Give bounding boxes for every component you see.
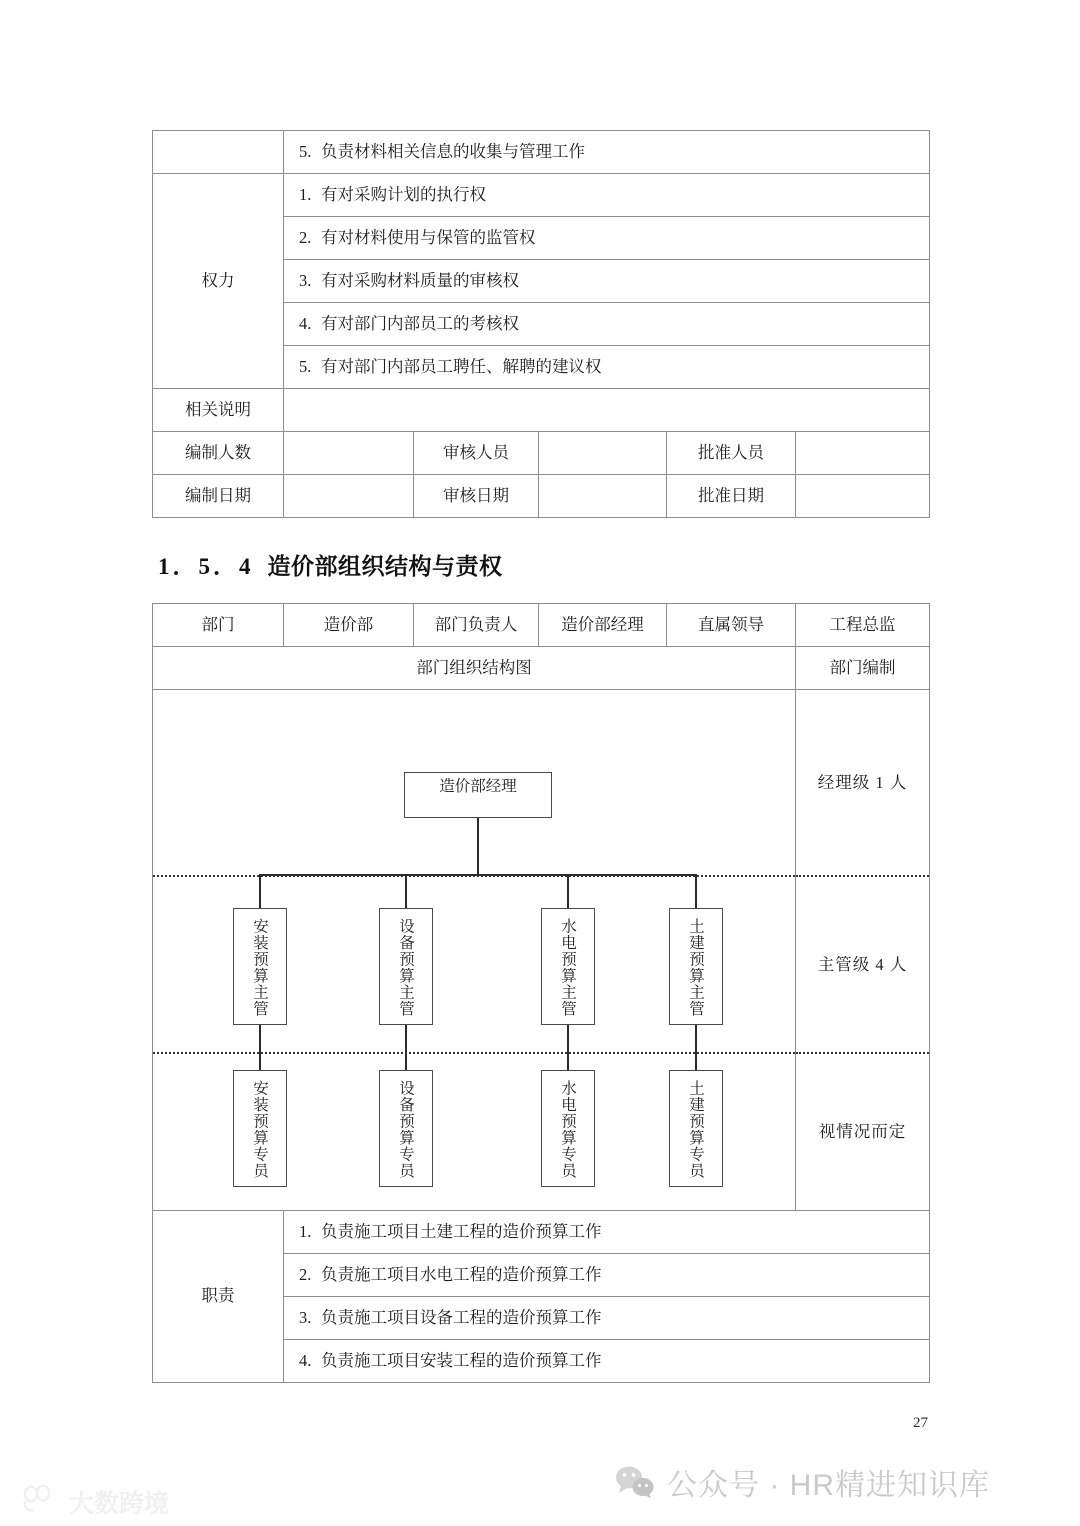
list-text: 有对采购材料质量的审核权 [321, 270, 519, 290]
footer-brand-text: 公众号 · HR精进知识库 [667, 1469, 990, 1502]
list-text: 负责施工项目设备工程的造价预算工作 [321, 1307, 602, 1327]
staffing-cell [796, 690, 930, 1211]
list-text: 有对部门内部员工的考核权 [321, 313, 519, 333]
list-number: 5. [299, 356, 312, 376]
band-separator-supervisor-specialist [153, 1052, 795, 1054]
authority-item-cell [284, 303, 930, 346]
authority-item-cell [284, 346, 930, 389]
authority-item-cell [284, 260, 930, 303]
connector-drop-1 [259, 874, 261, 908]
connector-drop-2 [405, 874, 407, 908]
prepare-date-label: 编制日期 [153, 475, 284, 518]
authority-item-cell [284, 174, 930, 217]
list-text: 有对采购计划的执行权 [321, 184, 486, 204]
org-node-specialist-1: 安装预算专员 [233, 1070, 287, 1187]
list-number: 2. [299, 1264, 312, 1284]
list-number: 4. [299, 313, 312, 333]
prepare-date-value [284, 475, 414, 518]
responsibility-item-cell [284, 131, 930, 174]
table-row [153, 604, 930, 647]
staffing-section-title: 部门编制 [796, 647, 930, 690]
list-text: 负责施工项目水电工程的造价预算工作 [321, 1264, 602, 1284]
connector-link-4 [695, 1025, 697, 1070]
notes-label: 相关说明 [153, 389, 284, 432]
duties-item-cell [284, 1211, 930, 1254]
org-node-supervisor-1: 安装预算主管 [233, 908, 287, 1025]
section-heading [158, 548, 503, 581]
authority-item-cell [284, 217, 930, 260]
dept-label: 部门 [153, 604, 284, 647]
owner-value: 造价部经理 [539, 604, 667, 647]
list-text: 负责材料相关信息的收集与管理工作 [321, 141, 585, 161]
responsibility-label-cell [153, 131, 284, 174]
connector-link-2 [405, 1025, 407, 1070]
table-row [153, 131, 930, 174]
list-number: 2. [299, 227, 312, 247]
table-row [153, 1211, 930, 1254]
org-node-supervisor-2: 设备预算主管 [379, 908, 433, 1025]
approver-value [796, 432, 930, 475]
reviewer-value [539, 432, 667, 475]
staffing-level-specialist: 视情况而定 [818, 1121, 907, 1141]
owner-label: 部门负责人 [414, 604, 539, 647]
org-node-specialist-4: 土建预算专员 [669, 1070, 723, 1187]
duties-item-cell [284, 1254, 930, 1297]
table-row [153, 432, 930, 475]
table-row [153, 389, 930, 432]
list-text: 有对材料使用与保管的监管权 [321, 227, 536, 247]
section-title: 造价部组织结构与责权 [267, 553, 503, 579]
duties-authority-table [152, 130, 930, 518]
org-node-supervisor-4: 土建预算主管 [669, 908, 723, 1025]
page-number: 27 [913, 1415, 928, 1431]
list-number: 3. [299, 1307, 312, 1327]
org-node-supervisor-3: 水电预算主管 [541, 908, 595, 1025]
connector-horizontal-bus [260, 874, 697, 876]
duties-item-cell [284, 1340, 930, 1383]
approve-date-value [796, 475, 930, 518]
reviewer-label: 审核人员 [414, 432, 539, 475]
duties-item-cell [284, 1297, 930, 1340]
approve-date-label: 批准日期 [667, 475, 796, 518]
staff-count-value [284, 432, 414, 475]
table-row [153, 174, 930, 217]
watermark-text: 大数跨境 [69, 1490, 170, 1518]
table-row [153, 475, 930, 518]
connector-link-3 [567, 1025, 569, 1070]
watermark-left [22, 1484, 169, 1520]
table-row [153, 690, 930, 1211]
list-text: 负责施工项目土建工程的造价预算工作 [321, 1221, 602, 1241]
list-number: 1. [299, 184, 312, 204]
connector-manager-trunk [477, 818, 479, 875]
review-date-value [539, 475, 667, 518]
list-number: 3. [299, 270, 312, 290]
approver-label: 批准人员 [667, 432, 796, 475]
connector-link-1 [259, 1025, 261, 1070]
org-structure-table [152, 603, 930, 1383]
notes-value [284, 389, 930, 432]
duties-label: 职责 [153, 1211, 284, 1383]
review-date-label: 审核日期 [414, 475, 539, 518]
staffing-level-supervisor: 主管级 4 人 [817, 954, 908, 974]
org-node-specialist-2: 设备预算专员 [379, 1070, 433, 1187]
list-number: 1. [299, 1221, 312, 1241]
authority-label: 权力 [153, 174, 284, 389]
org-chart-cell [153, 690, 796, 1211]
wechat-icon [615, 1465, 655, 1499]
list-text: 有对部门内部员工聘任、解聘的建议权 [321, 356, 602, 376]
list-number: 5. [299, 141, 312, 161]
staff-count-label: 编制人数 [153, 432, 284, 475]
staffing-level-manager: 经理级 1 人 [817, 772, 908, 792]
table-row [153, 647, 930, 690]
list-number: 4. [299, 1350, 312, 1370]
superior-value: 工程总监 [796, 604, 930, 647]
footer-brand [615, 1460, 990, 1504]
dept-value: 造价部 [284, 604, 414, 647]
org-chart-canvas [153, 690, 795, 1210]
paw-logo-icon [22, 1485, 62, 1520]
connector-drop-3 [567, 874, 569, 908]
section-number: 1．5．4 [158, 554, 254, 579]
superior-label: 直属领导 [667, 604, 796, 647]
org-node-specialist-3: 水电预算专员 [541, 1070, 595, 1187]
chart-section-title: 部门组织结构图 [153, 647, 796, 690]
connector-drop-4 [695, 874, 697, 908]
staffing-canvas [796, 690, 929, 1210]
org-node-manager: 造价部经理 [404, 772, 552, 818]
list-text: 负责施工项目安装工程的造价预算工作 [321, 1350, 602, 1370]
